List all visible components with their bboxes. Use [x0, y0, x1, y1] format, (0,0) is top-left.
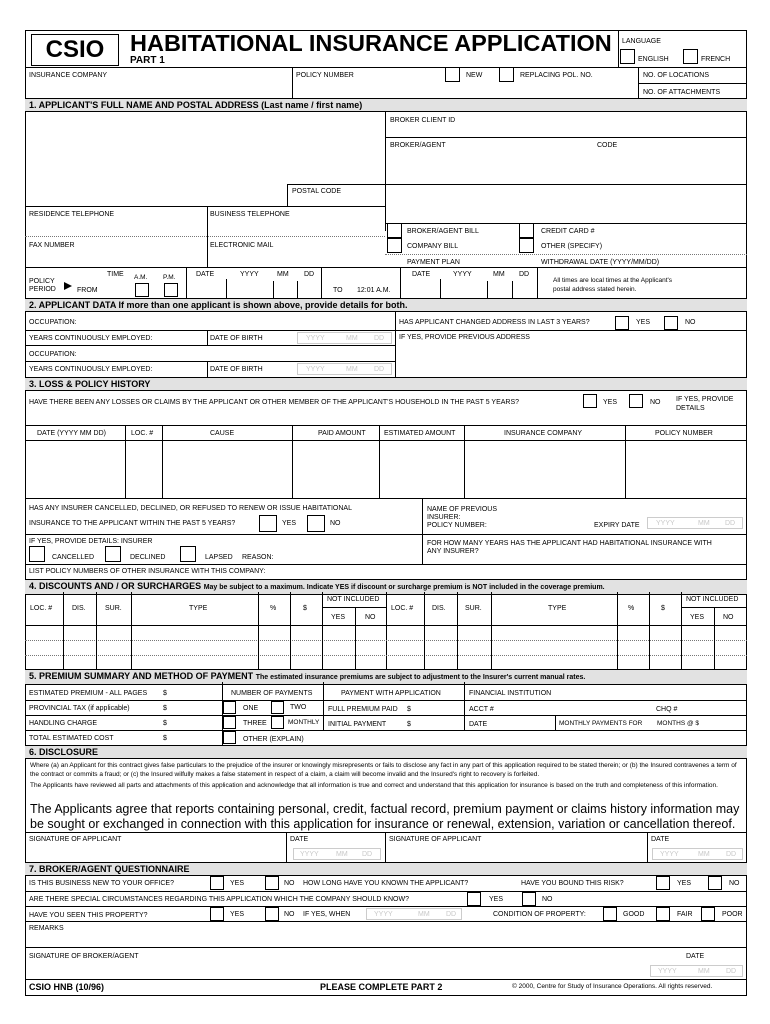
full-premium-label: FULL PREMIUM PAID: [328, 706, 398, 713]
disc-dollar-label-l: $: [303, 605, 307, 612]
loss-col-policy: POLICY NUMBER: [655, 430, 713, 437]
form-frame: [25, 30, 747, 996]
english-label: ENGLISH: [638, 56, 669, 63]
total-cost-dollar: $: [163, 735, 167, 742]
declined-label: DECLINED: [130, 554, 166, 561]
signature-date-label-1: DATE: [290, 836, 309, 843]
years-employed-label-2: YEARS CONTINUOUSLY EMPLOYED:: [29, 366, 153, 373]
payments-monthly-checkbox[interactable]: [271, 716, 284, 729]
consent-statement: The Applicants agree that reports containing personal, credit, factual record, premium payment or claims history information may be sought or exchanged in connection with this application for insurance or renewal, extension, variation or cancellation thereof.: [30, 802, 740, 831]
disc-type-label-r: TYPE: [548, 605, 567, 612]
local-time-note-1: All times are local times at the Applicant's: [553, 277, 673, 284]
replacing-checkbox[interactable]: [499, 67, 514, 82]
from-label: FROM: [77, 287, 98, 294]
loss-col-date: DATE (YYYY MM DD): [37, 430, 106, 437]
from-dd: DD: [304, 271, 315, 278]
condition-label: CONDITION OF PROPERTY:: [493, 911, 586, 918]
other-specify-checkbox[interactable]: [519, 238, 534, 253]
dob-label-2: DATE OF BIRTH: [210, 366, 263, 373]
q3-yes-checkbox[interactable]: [656, 876, 670, 890]
payments-other-checkbox[interactable]: [223, 731, 236, 744]
local-time-note-2: postal address stated herein.: [553, 286, 637, 293]
to-mm: MM: [493, 271, 505, 278]
disc-pct-label-r: %: [628, 605, 635, 612]
dob-mm-2: MM: [346, 366, 358, 373]
q-how-long: HOW LONG HAVE YOU KNOWN THE APPLICANT?: [303, 880, 469, 887]
disclosure-para-2: The Applicants have reviewed all parts and attachments of this application and acknowledge that all information is true and correct and understand that this application for insurance is based on the truth and completeness of this information.: [30, 782, 718, 789]
payments-one-label: ONE: [243, 705, 259, 712]
prev-address-label: IF YES, PROVIDE PREVIOUS ADDRESS: [399, 334, 530, 341]
seen-mm: MM: [418, 911, 430, 918]
residence-tel-label: RESIDENCE TELEPHONE: [29, 211, 115, 218]
insurance-company-label: INSURANCE COMPANY: [29, 72, 108, 79]
from-yyyy: YYYY: [240, 271, 259, 278]
to-dd: DD: [519, 271, 530, 278]
prev-policy-label: POLICY NUMBER:: [427, 522, 487, 529]
sig1-mm: MM: [336, 851, 348, 858]
monthly-payments-for-label: MONTHLY PAYMENTS FOR: [559, 720, 643, 727]
cancelled-no-checkbox[interactable]: [307, 515, 325, 532]
q1-yes-checkbox[interactable]: [210, 876, 224, 890]
prev-insurer-label-2: INSURER:: [427, 514, 461, 521]
section-2-header: 2. APPLICANT DATA If more than one applicant is shown above, provide details for both.: [25, 298, 747, 312]
losses-no-label: NO: [650, 399, 661, 406]
sig2-yyyy: YYYY: [660, 851, 679, 858]
q5-yes-label: YES: [230, 911, 245, 918]
cancelled-no-label: NO: [330, 520, 341, 527]
q5-no-checkbox[interactable]: [265, 907, 279, 921]
disc-yes-label-l: YES: [331, 614, 346, 621]
broker-mm: MM: [698, 968, 710, 975]
chq-label: CHQ #: [656, 706, 678, 713]
if-yes-when-label: IF YES, WHEN: [303, 911, 351, 918]
section-5-header: 5. PREMIUM SUMMARY AND METHOD OF PAYMENT The estimated insurance premiums are subject to adjustment to the Insurer's current manual rates.: [25, 669, 747, 685]
if-yes-insurer-label: IF YES, PROVIDE DETAILS: INSURER: [29, 538, 153, 545]
seen-yyyy: YYYY: [374, 911, 393, 918]
acct-label: ACCT #: [469, 706, 494, 713]
to-time: 12:01 A.M.: [357, 287, 391, 294]
from-am-checkbox[interactable]: [135, 283, 149, 297]
signature-date-label-2: DATE: [651, 836, 670, 843]
cancelled-yes-checkbox[interactable]: [259, 515, 277, 532]
form-id: CSIO HNB (10/96): [29, 982, 105, 992]
section-6-header: 6. DISCLOSURE: [25, 745, 747, 759]
losses-yes-label: YES: [603, 399, 618, 406]
q1-no-label: NO: [284, 880, 295, 887]
initial-payment-label: INITIAL PAYMENT: [328, 721, 387, 728]
company-bill-label: COMPANY BILL: [407, 243, 459, 250]
disc-notincl-label-l: NOT INCLUDED: [327, 596, 380, 603]
form-part: PART 1: [130, 55, 165, 66]
french-label: FRENCH: [701, 56, 731, 63]
sig2-mm: MM: [698, 851, 710, 858]
disc-type-label-l: TYPE: [189, 605, 208, 612]
est-premium-dollar: $: [163, 690, 167, 697]
payments-three-label: THREE: [243, 720, 267, 727]
q-new-business: IS THIS BUSINESS NEW TO YOUR OFFICE?: [29, 880, 174, 887]
time-label: TIME: [107, 271, 124, 278]
loss-col-paid: PAID AMOUNT: [318, 430, 366, 437]
years-employed-label-1: YEARS CONTINUOUSLY EMPLOYED:: [29, 335, 153, 342]
q-special-circumstances: ARE THERE SPECIAL CIRCUMSTANCES REGARDING THIS APPLICATION WHICH THE COMPANY SHOULD KNOW?: [29, 896, 410, 903]
cancelled-yes-label: YES: [282, 520, 297, 527]
condition-fair-label: FAIR: [677, 911, 693, 918]
signature-applicant-label-1: SIGNATURE OF APPLICANT: [29, 836, 122, 843]
payments-three-checkbox[interactable]: [223, 716, 236, 729]
loss-col-cause: CAUSE: [210, 430, 235, 437]
business-tel-label: BUSINESS TELEPHONE: [210, 211, 290, 218]
cancelled-label: CANCELLED: [52, 554, 95, 561]
other-specify-label: OTHER (SPECIFY): [541, 243, 603, 250]
condition-good-label: GOOD: [623, 911, 645, 918]
condition-poor-checkbox[interactable]: [701, 907, 715, 921]
policy-label: POLICY: [29, 278, 55, 285]
payment-plan-label: PAYMENT PLAN: [407, 259, 460, 266]
loss-col-loc: LOC. #: [131, 430, 154, 437]
sig1-dd: DD: [362, 851, 373, 858]
to-date-field[interactable]: [440, 279, 537, 298]
months-at-label: MONTHS @ $: [657, 720, 699, 727]
reason-label: REASON:: [242, 554, 274, 561]
disc-dis-label-r: DIS.: [432, 605, 446, 612]
fax-label: FAX NUMBER: [29, 242, 75, 249]
dob-mm-1: MM: [346, 335, 358, 342]
sig2-dd: DD: [726, 851, 737, 858]
section-1-header: 1. APPLICANT'S FULL NAME AND POSTAL ADDRESS (Last name / first name): [25, 98, 747, 112]
q1-yes-label: YES: [230, 880, 245, 887]
initial-payment-dollar: $: [407, 721, 411, 728]
if-yes-provide-label: IF YES, PROVIDE: [676, 396, 734, 403]
from-mm: MM: [277, 271, 289, 278]
expiry-dd: DD: [725, 520, 736, 527]
expiry-date-label: EXPIRY DATE: [594, 522, 640, 529]
payments-one-checkbox[interactable]: [223, 701, 236, 714]
section-7-header: 7. BROKER/AGENT QUESTIONNAIRE: [25, 862, 747, 876]
email-label: ELECTRONIC MAIL: [210, 242, 274, 249]
prov-tax-label: PROVINCIAL TAX (if applicable): [29, 705, 130, 712]
copyright: © 2000, Centre for Study of Insurance Operations. All rights reserved.: [512, 983, 713, 990]
new-label: NEW: [466, 72, 483, 79]
payments-two-checkbox[interactable]: [271, 701, 284, 714]
withdrawal-date-label: WITHDRAWAL DATE (YYYY/MM/DD): [541, 259, 660, 266]
disc-sur-label-r: SUR.: [465, 605, 482, 612]
csio-logo: CSIO: [31, 34, 119, 66]
handling-dollar: $: [163, 720, 167, 727]
to-date-label: DATE: [412, 271, 431, 278]
payment-with-app-label: PAYMENT WITH APPLICATION: [341, 690, 441, 697]
broker-yyyy: YYYY: [658, 968, 677, 975]
period-label: PERIOD: [29, 286, 56, 293]
disc-no-label-r: NO: [723, 614, 734, 621]
q5-yes-checkbox[interactable]: [210, 907, 224, 921]
changed-address-no-label: NO: [685, 319, 696, 326]
dob-dd-2: DD: [374, 366, 385, 373]
disc-dollar-label-r: $: [661, 605, 665, 612]
section-4-header: 4. DISCOUNTS AND / OR SURCHARGES May be subject to a maximum. Indicate YES if discount or surcharge premium is NOT included in the coverage premium.: [25, 579, 747, 595]
changed-address-no-checkbox[interactable]: [664, 316, 678, 330]
lapsed-checkbox[interactable]: [180, 546, 196, 562]
postal-code-label: POSTAL CODE: [292, 188, 342, 195]
cancelled-checkbox[interactable]: [29, 546, 45, 562]
how-many-years-2: ANY INSURER?: [427, 548, 479, 555]
payments-two-label: TWO: [290, 704, 307, 711]
est-premium-label: ESTIMATED PREMIUM - ALL PAGES: [29, 690, 148, 697]
locations-label: NO. OF LOCATIONS: [643, 72, 709, 79]
list-policies-label: LIST POLICY NUMBERS OF OTHER INSURANCE WITH THIS COMPANY:: [29, 568, 266, 575]
seen-dd: DD: [446, 911, 457, 918]
q4-no-label: NO: [542, 896, 553, 903]
dob-yyyy-1: YYYY: [306, 335, 325, 342]
prov-tax-dollar: $: [163, 705, 167, 712]
payment-date-label: DATE: [469, 721, 488, 728]
loss-col-company: INSURANCE COMPANY: [504, 430, 583, 437]
total-cost-label: TOTAL ESTIMATED COST: [29, 735, 114, 742]
dob-dd-1: DD: [374, 335, 385, 342]
english-checkbox[interactable]: [620, 49, 635, 64]
sig1-yyyy: YYYY: [300, 851, 319, 858]
new-checkbox[interactable]: [445, 67, 460, 82]
cancelled-question-2: INSURANCE TO THE APPLICANT WITHIN THE PAST 5 YEARS?: [29, 520, 236, 527]
losses-no-checkbox[interactable]: [629, 394, 643, 408]
disc-sur-label-l: SUR.: [105, 605, 122, 612]
disc-pct-label-l: %: [270, 605, 277, 612]
if-yes-details-label: DETAILS: [676, 405, 705, 412]
signature-applicant-label-2: SIGNATURE OF APPLICANT: [389, 836, 482, 843]
loss-col-estimated: ESTIMATED AMOUNT: [384, 430, 456, 437]
q3-no-checkbox[interactable]: [708, 876, 722, 890]
broker-bill-checkbox[interactable]: [387, 223, 402, 238]
disc-no-label-l: NO: [365, 614, 376, 621]
declined-checkbox[interactable]: [105, 546, 121, 562]
form-title: HABITATIONAL INSURANCE APPLICATION: [130, 30, 612, 56]
sig-broker-date-label: DATE: [686, 953, 705, 960]
section-3-header: 3. LOSS & POLICY HISTORY: [25, 377, 747, 391]
q3-no-label: NO: [729, 880, 740, 887]
payments-other-label: OTHER (EXPLAIN): [243, 736, 304, 743]
pm-label: P.M.: [163, 274, 176, 281]
full-premium-dollar: $: [407, 706, 411, 713]
disc-yes-label-r: YES: [690, 614, 705, 621]
q3-yes-label: YES: [677, 880, 692, 887]
cancelled-question-1: HAS ANY INSURER CANCELLED, DECLINED, OR REFUSED TO RENEW OR ISSUE HABITATIONAL: [29, 505, 352, 512]
to-label: TO: [333, 287, 343, 294]
from-pm-checkbox[interactable]: [164, 283, 178, 297]
lapsed-label: LAPSED: [205, 554, 233, 561]
losses-question: HAVE THERE BEEN ANY LOSSES OR CLAIMS BY THE APPLICANT OR OTHER MEMBER OF THE APPLICANT'S HOUSEHOLD IN THE PAST 5 YEARS?: [29, 399, 520, 406]
losses-yes-checkbox[interactable]: [583, 394, 597, 408]
payments-monthly-label: MONTHLY: [288, 719, 320, 726]
am-label: A.M.: [134, 274, 148, 281]
disc-loc-label-l: LOC. #: [30, 605, 53, 612]
replacing-label: REPLACING POL. NO.: [520, 72, 593, 79]
q5-no-label: NO: [284, 911, 295, 918]
broker-dd: DD: [726, 968, 737, 975]
disc-loc-label-r: LOC. #: [391, 605, 414, 612]
disc-dis-label-l: DIS.: [72, 605, 86, 612]
q4-yes-checkbox[interactable]: [467, 892, 481, 906]
financial-inst-label: FINANCIAL INSTITUTION: [469, 690, 552, 697]
from-date-label: DATE: [196, 271, 215, 278]
changed-address-label: HAS APPLICANT CHANGED ADDRESS IN LAST 3 YEARS?: [399, 319, 590, 326]
please-complete: PLEASE COMPLETE PART 2: [320, 982, 443, 992]
expiry-mm: MM: [698, 520, 710, 527]
condition-good-checkbox[interactable]: [603, 907, 617, 921]
q-bound-risk: HAVE YOU BOUND THIS RISK?: [521, 880, 624, 887]
disc-notincl-label-r: NOT INCLUDED: [686, 596, 739, 603]
broker-agent-label: BROKER/AGENT: [390, 142, 446, 149]
broker-client-id-label: BROKER CLIENT ID: [390, 117, 456, 124]
changed-address-yes-checkbox[interactable]: [615, 316, 629, 330]
dob-yyyy-2: YYYY: [306, 366, 325, 373]
dob-label-1: DATE OF BIRTH: [210, 335, 263, 342]
condition-fair-checkbox[interactable]: [656, 907, 670, 921]
arrow-right-icon: [64, 282, 72, 290]
how-many-years-1: FOR HOW MANY YEARS HAS THE APPLICANT HAD HABITATIONAL INSURANCE WITH: [427, 540, 712, 547]
q1-no-checkbox[interactable]: [265, 876, 279, 890]
policy-number-label: POLICY NUMBER: [296, 72, 354, 79]
q4-no-checkbox[interactable]: [522, 892, 536, 906]
occupation-label-1: OCCUPATION:: [29, 319, 77, 326]
credit-card-label: CREDIT CARD #: [541, 228, 595, 235]
occupation-label-2: OCCUPATION:: [29, 351, 77, 358]
credit-card-checkbox[interactable]: [519, 223, 534, 238]
num-payments-label: NUMBER OF PAYMENTS: [231, 690, 313, 697]
disclosure-para-1: Where (a) an Applicant for this contract gives false particulars to the prejudice of the insurer or knowingly misrepresents or fails to disclose any fact in any part of this application required to be stated therein; or (b) the Insured contravenes a term of the contract or commits a fraud; or (c) the Insured wilfully makes a false statement in respect of a claim, a claim will become invalid and the Insured's right to recovery is forfeited.: [30, 762, 737, 778]
sig-broker-label: SIGNATURE OF BROKER/AGENT: [29, 953, 139, 960]
q4-yes-label: YES: [489, 896, 504, 903]
attachments-label: NO. OF ATTACHMENTS: [643, 89, 721, 96]
prev-insurer-label-1: NAME OF PREVIOUS: [427, 506, 498, 513]
broker-bill-label: BROKER/AGENT BILL: [407, 228, 479, 235]
expiry-yyyy: YYYY: [656, 520, 675, 527]
remarks-label: REMARKS: [29, 925, 64, 932]
condition-poor-label: POOR: [722, 911, 743, 918]
language-label: LANGUAGE: [622, 38, 661, 45]
company-bill-checkbox[interactable]: [387, 238, 402, 253]
q-seen-property: HAVE YOU SEEN THIS PROPERTY?: [29, 912, 148, 919]
code-label: CODE: [597, 142, 618, 149]
french-checkbox[interactable]: [683, 49, 698, 64]
changed-address-yes-label: YES: [636, 319, 651, 326]
handling-label: HANDLING CHARGE: [29, 720, 98, 727]
to-yyyy: YYYY: [453, 271, 472, 278]
